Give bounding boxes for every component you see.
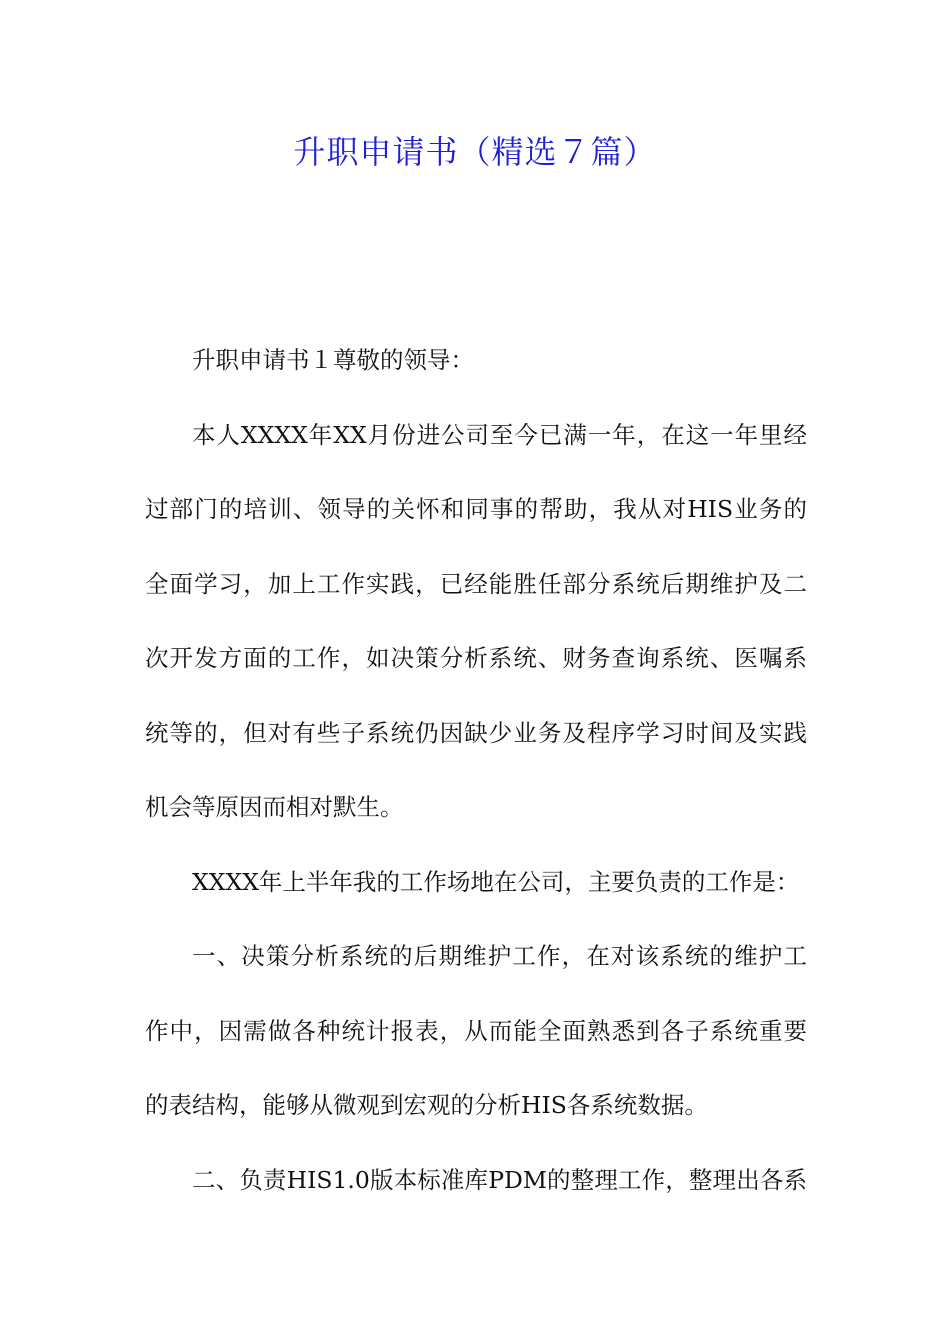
paragraph-line: 本人XXXX年XX月份进公司至今已满一年，在这一年里经 [192, 420, 807, 449]
document-title: 升职申请书（精选７篇） [293, 133, 657, 171]
paragraph-line: 统等的，但对有些子系统仍因缺少业务及程序学习时间及实践 [145, 718, 807, 747]
paragraph-line: 机会等原因而相对默生。 [145, 793, 404, 821]
paragraph-line: 全面学习，加上工作实践，已经能胜任部分系统后期维护及二 [145, 569, 807, 598]
paragraph-line: 升职申请书１尊敬的领导： [192, 346, 474, 374]
paragraph-line: 的表结构，能够从微观到宏观的分析HIS各系统数据。 [145, 1091, 708, 1119]
paragraph-line: 次开发方面的工作，如决策分析系统、财务查询系统、医嘱系 [145, 644, 807, 672]
paragraph-line: XXXX年上半年我的工作场地在公司，主要负责的工作是： [192, 867, 800, 896]
document-body [145, 334, 807, 1228]
paragraph-line: 二、负责HIS1.0版本标准库PDM的整理工作，整理出各系 [192, 1165, 807, 1194]
paragraph-line: 作中，因需做各种统计报表，从而能全面熟悉到各子系统重要 [145, 1016, 807, 1045]
paragraph-line: 过部门的培训、领导的关怀和同事的帮助，我从对HIS业务的 [145, 495, 807, 523]
paragraph-line: 一、决策分析系统的后期维护工作，在对该系统的维护工 [192, 942, 807, 970]
